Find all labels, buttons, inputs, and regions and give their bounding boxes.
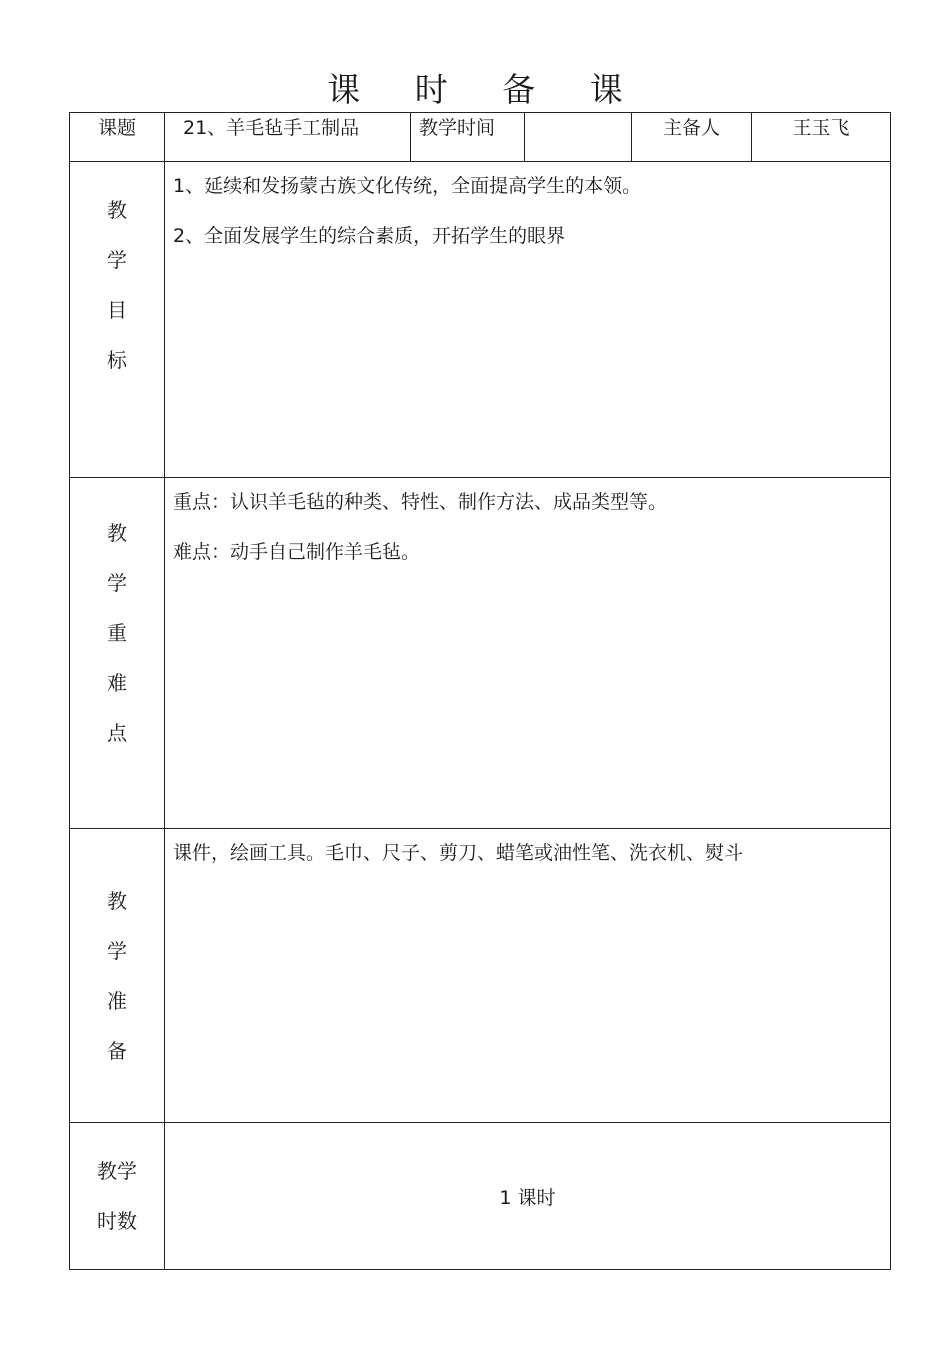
preparation-label-char: 备 bbox=[107, 1038, 127, 1063]
objectives-content bbox=[165, 162, 891, 478]
key-points-row bbox=[70, 478, 891, 829]
preparation-text: 课件，绘画工具。毛巾、尺子、剪刀、蜡笔或油性笔、洗衣机、熨斗 bbox=[173, 842, 744, 864]
objectives-label bbox=[70, 162, 165, 478]
preparation-label bbox=[70, 829, 165, 1123]
key-points-label-char: 学 bbox=[107, 571, 127, 595]
hours-label-line: 时数 bbox=[97, 1209, 137, 1233]
objectives-label-char: 学 bbox=[107, 247, 127, 272]
objectives-label-char: 标 bbox=[107, 347, 127, 372]
key-points-label bbox=[70, 478, 165, 829]
preparation-label-char: 学 bbox=[107, 938, 127, 963]
topic-value: 21、羊毛毡手工制品 bbox=[165, 113, 411, 162]
objectives-label-char: 教 bbox=[107, 197, 127, 222]
preparer-value: 王玉飞 bbox=[752, 113, 891, 162]
key-points-label-char: 难 bbox=[107, 671, 127, 695]
key-point-item: 难点：动手自己制作羊毛毡。 bbox=[173, 541, 421, 563]
preparation-content bbox=[165, 829, 891, 1123]
objective-item: 1、延续和发扬蒙古族文化传统，全面提高学生的本领。 bbox=[173, 175, 642, 197]
hours-value: 1 课时 bbox=[165, 1123, 891, 1270]
page-title: 课 时 备 课 bbox=[327, 70, 645, 109]
header-row bbox=[70, 113, 891, 162]
key-point-item: 重点：认识羊毛毡的种类、特性、制作方法、成品类型等。 bbox=[173, 491, 668, 513]
hours-label bbox=[70, 1123, 165, 1270]
key-points-label-char: 点 bbox=[107, 721, 127, 745]
objectives-row bbox=[70, 162, 891, 478]
time-label: 教学时间 bbox=[411, 113, 525, 162]
preparation-label-char: 准 bbox=[107, 988, 127, 1013]
hours-row bbox=[70, 1123, 891, 1270]
key-points-label-char: 重 bbox=[107, 621, 127, 645]
preparation-row bbox=[70, 829, 891, 1123]
time-value bbox=[525, 113, 632, 162]
objectives-label-char: 目 bbox=[107, 297, 127, 322]
key-points-label-char: 教 bbox=[107, 521, 127, 545]
preparation-label-char: 教 bbox=[107, 888, 127, 913]
hours-label-line: 教学 bbox=[97, 1159, 137, 1183]
objective-item: 2、全面发展学生的综合素质，开拓学生的眼界 bbox=[173, 225, 566, 247]
key-points-content bbox=[165, 478, 891, 829]
preparer-label: 主备人 bbox=[632, 113, 752, 162]
topic-label: 课题 bbox=[70, 113, 165, 162]
lesson-plan-table bbox=[69, 112, 891, 1270]
